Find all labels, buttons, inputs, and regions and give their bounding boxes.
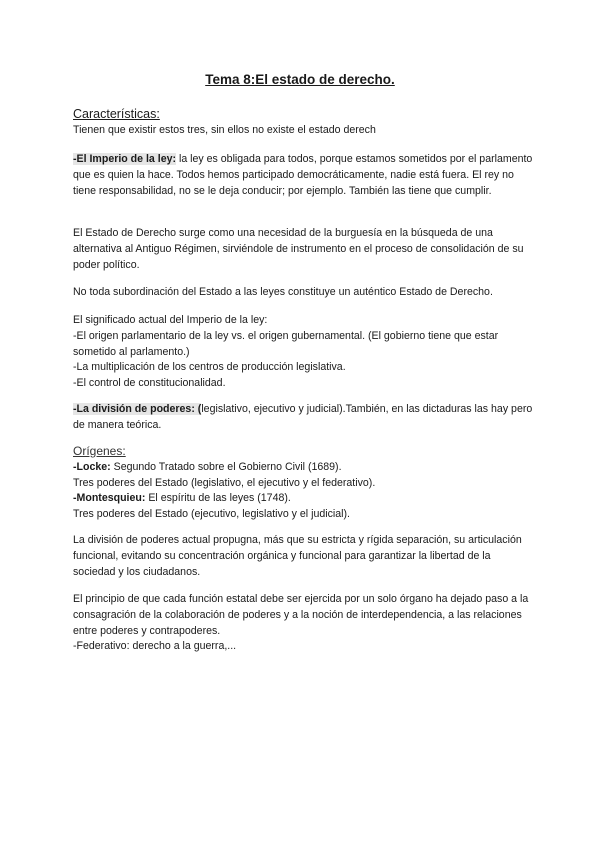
- caracteristicas-section: [73, 107, 533, 139]
- caracteristicas-heading: Características:: [73, 107, 160, 121]
- locke-poderes: Tres poderes del Estado (legislativo, el ejecutivo y el federativo).: [73, 476, 376, 489]
- division-label: -La división de poderes: (: [73, 403, 202, 415]
- page-title: Tema 8:El estado de derecho.: [205, 72, 395, 87]
- locke-text: Segundo Tratado sobre el Gobierno Civil (1689).: [110, 460, 342, 473]
- significado-item: -El origen parlamentario de la ley vs. el origen gubernamental. (El gobierno tiene que estar sometido al parlamento.): [73, 329, 499, 358]
- origenes-heading: Orígenes:: [73, 444, 126, 458]
- subordinacion-paragraph: No toda subordinación del Estado a las leyes constituye un auténtico Estado de Derecho.: [73, 286, 493, 298]
- locke-label: -Locke:: [73, 460, 111, 473]
- principio-paragraph: El principio de que cada función estatal debe ser ejercida por un solo órgano ha dejado paso a la consagración de la colaboración de poderes y a la noción de interdependencia, a las relaciones entre poderes y contrapoderes.: [73, 593, 529, 637]
- significado-section: [73, 313, 533, 392]
- principio-section: [73, 592, 533, 655]
- imperio-text: la ley es obligada para todos, porque estamos sometidos por el parlamento que es quien la hace. Todos hemos participado democráticamente, nadie está fuera. El rey no tiene responsabilidad, no se le deja conducir; por ejemplo. También las tiene que cumplir.: [73, 153, 533, 197]
- significado-intro: El significado actual del Imperio de la ley:: [73, 314, 268, 326]
- imperio-label: -El Imperio de la ley:: [73, 153, 177, 165]
- montesquieu-text: El espíritu de las leyes (1748).: [145, 492, 291, 505]
- division-paragraph: [73, 402, 533, 434]
- imperio-paragraph: [73, 152, 533, 199]
- montesquieu-poderes: Tres poderes del Estado (ejecutivo, legislativo y el judicial).: [73, 508, 350, 521]
- montesquieu-label: -Montesquieu:: [73, 492, 146, 505]
- division-text: legislativo, ejecutivo y judicial).También, en las dictaduras las hay pero de manera teórica.: [73, 403, 533, 431]
- federativo-line: -Federativo: derecho a la guerra,...: [73, 640, 237, 653]
- significado-item: -El control de constitucionalidad.: [73, 377, 226, 390]
- significado-item: -La multiplicación de los centros de producción legislativa.: [73, 361, 346, 374]
- origenes-section: [73, 444, 533, 523]
- caracteristicas-intro: Tienen que existir estos tres, sin ellos no existe el estado derech: [73, 123, 376, 136]
- burguesia-paragraph: El Estado de Derecho surge como una necesidad de la burguesía en la búsqueda de una alternativa al Antiguo Régimen, sirviéndole de instrumento en el proceso de consolidación de su poder político.: [73, 227, 524, 271]
- division-actual-paragraph: La división de poderes actual propugna, más que su estricta y rígida separación, su articulación funcional, evitando su concentración orgánica y funcional para garantizar la libertad de la sociedad y los ciudadanos.: [73, 534, 522, 578]
